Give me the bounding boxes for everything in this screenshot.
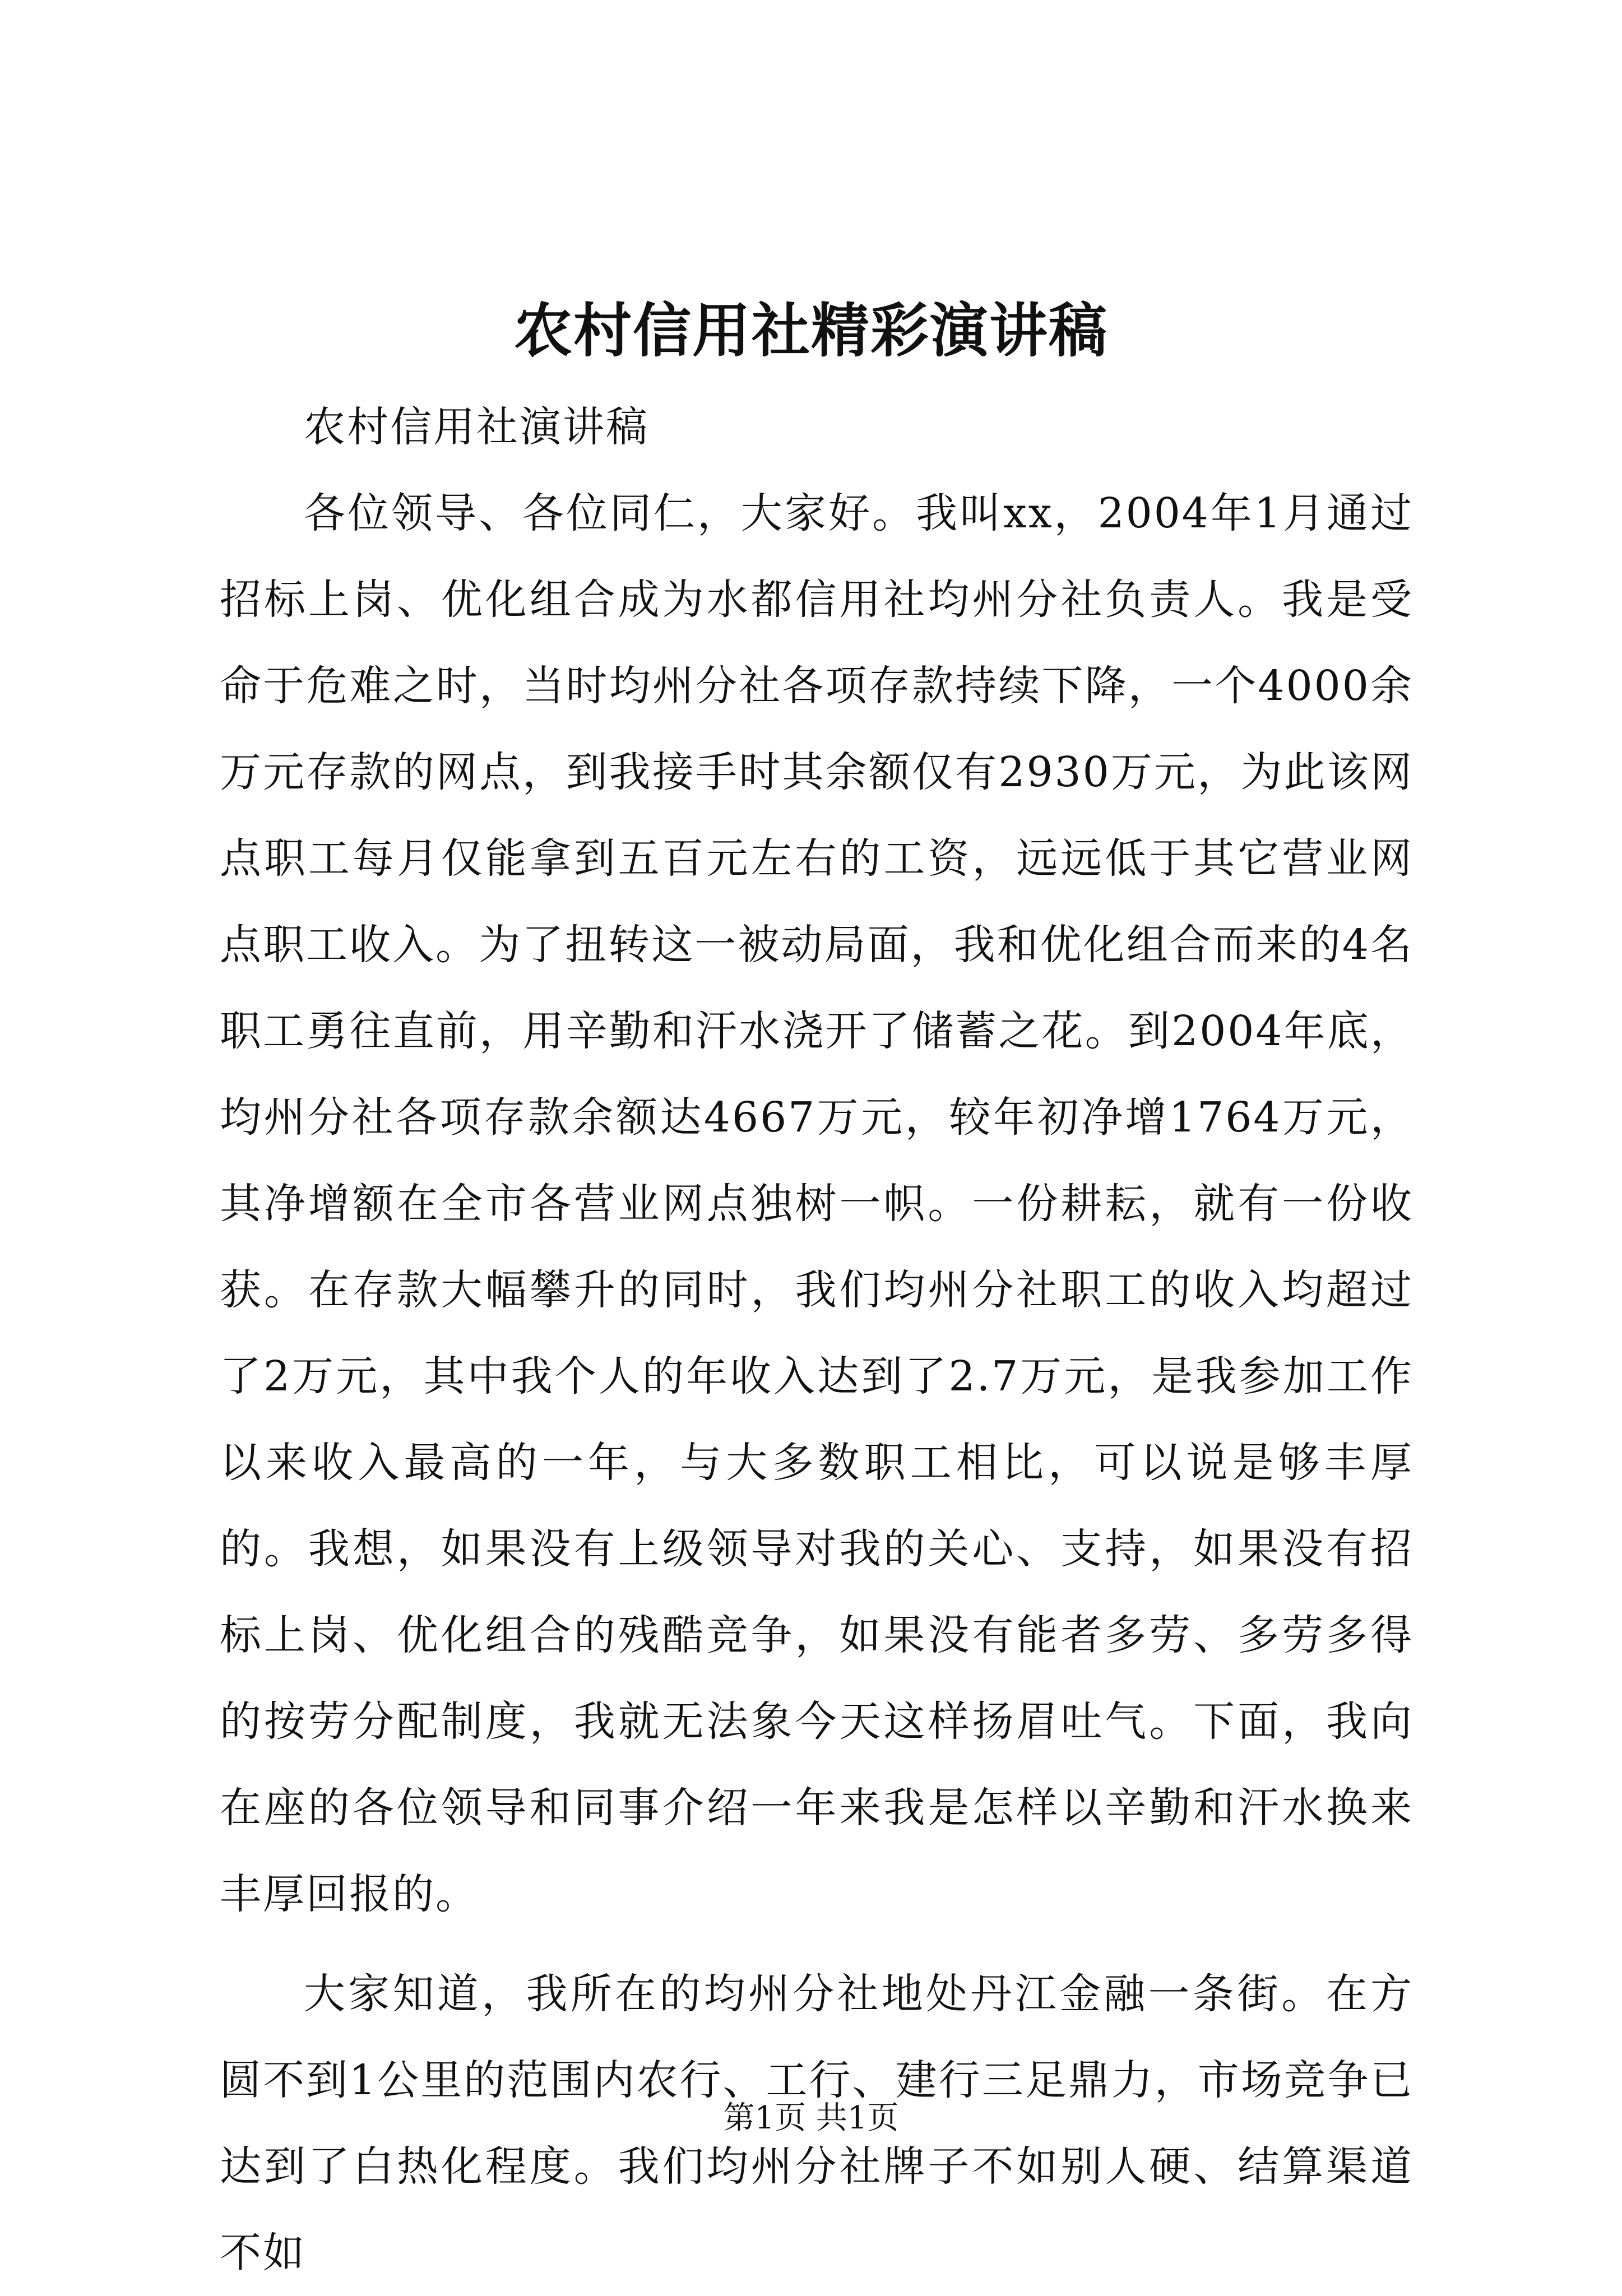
document-subtitle: 农村信用社演讲稿 (304, 403, 649, 451)
paragraph: 各位领导、各位同仁，大家好。我叫xx，2004年1月通过招标上岗、优化组合成为水都信用社均州分社负责人。我是受命于危难之时，当时均州分社各项存款持续下降，一个4000余万元存款的网点，到我接手时其余额仅有2930万元，为此该网点职工每月仅能拿到五百元左右的工资，远远低于其它营业网点职工收入。为了扭转这一被动局面，我和优化组合而来的4名职工勇往直前，用辛勤和汗水浇开了储蓄之花。到2004年底，均州分社各项存款余额达4667万元，较年初净增1764万元，其净增额在全市各营业网点独树一帜。一份耕耘，就有一份收获。在存款大幅攀升的同时，我们均州分社职工的收入均超过了2万元，其中我个人的年收入达到了2.7万元，是我参加工作以来收入最高的一年，与大多数职工相比，可以说是够丰厚的。我想，如果没有上级领导对我的关心、支持，如果没有招标上岗、优化组合的残酷竞争，如果没有能者多劳、多劳多得的按劳分配制度，我就无法象今天这样扬眉吐气。下面，我向在座的各位领导和同事介绍一年来我是怎样以辛勤和汗水换来丰厚回报的。 (220, 489, 1414, 1918)
page-footer: 第1页 共1页 (723, 2100, 899, 2136)
document-body (220, 384, 1414, 2296)
document-title: 农村信用社精彩演讲稿 (513, 296, 1108, 365)
paragraph: 大家知道，我所在的均州分社地处丹江金融一条街。在方圆不到1公里的范围内农行、工行、建行三足鼎力，市场竞争已达到了白热化程度。我们均州分社牌子不如别人硬、结算渠道不如 (220, 1970, 1414, 2277)
